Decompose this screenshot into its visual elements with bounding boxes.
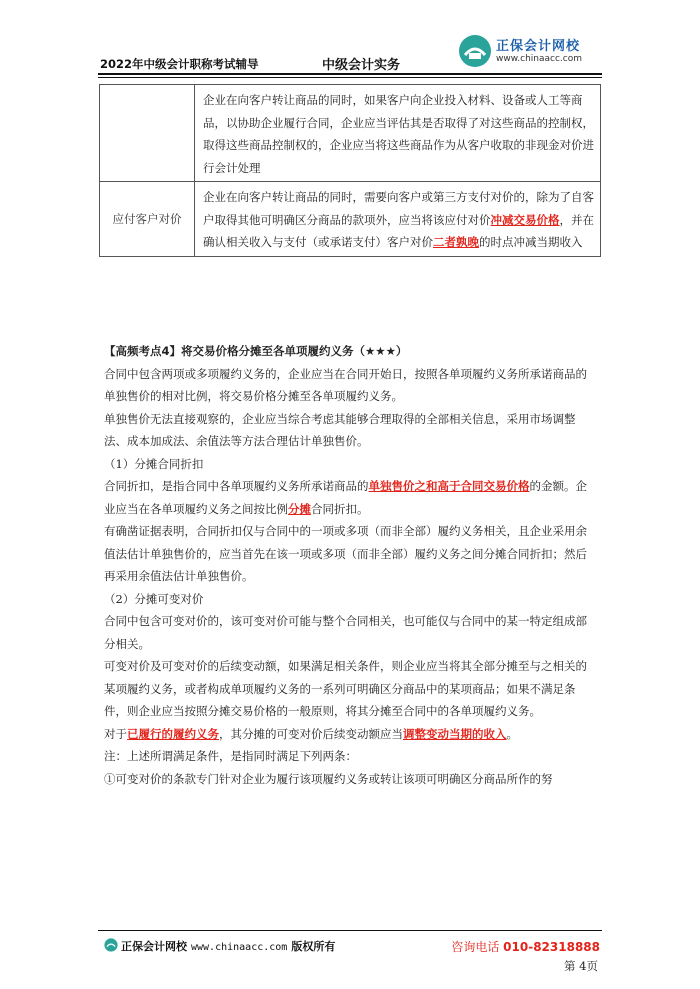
paragraph <box>104 475 598 520</box>
text-segment: 企业在向客户转让商品的同时，需要向客户或第三方支付对价的，除为了自客户取得其他可明确区分商品的款项外，应当将该应付对价 <box>203 190 594 227</box>
table-row-content <box>195 182 601 257</box>
header-rule-thin <box>98 77 602 78</box>
footer-site: www.chinaacc.com <box>191 942 288 953</box>
footer-rights: 版权所有 <box>291 940 336 953</box>
emphasis-text: 二者孰晚 <box>433 235 479 249</box>
paragraph: 注：上述所谓满足条件，是指同时满足下列两条： <box>104 749 357 763</box>
footer-rule <box>98 930 602 931</box>
paragraph: 单独售价无法直接观察的，企业应当综合考虑其能够合理取得的全部相关信息，采用市场调整法、成本加成法、余值法等方法合理估计单独售价。 <box>104 411 576 448</box>
subheading: （1）分摊合同折扣 <box>104 456 204 471</box>
logo-name: 正保会计网校 <box>496 39 581 54</box>
emphasis-text: 单独售价之和高于合同交易价格 <box>368 479 530 493</box>
footer-logo-icon <box>104 938 118 952</box>
emphasis-text: 冲减交易价格 <box>490 212 560 227</box>
table-row-label <box>100 85 195 182</box>
logo-icon <box>458 34 492 68</box>
text-segment: 的时点冲减当期收入 <box>479 235 583 249</box>
section-body <box>104 340 598 790</box>
text-segment: ，其分摊的可变对价后续变动额应当 <box>219 726 403 741</box>
text-segment: 合同折扣，是指合同中各单项履约义务所承诺商品的 <box>104 479 369 493</box>
text-segment: 的金额。企业应当在各单项履约义务之间按比例 <box>104 479 587 516</box>
paragraph: 合同中包含可变对价的，该可变对价可能与整个合同相关，也可能仅与合同中的某一特定组成部分相关。 <box>104 614 587 651</box>
paragraph: 有确凿证据表明，合同折扣仅与合同中的一项或多项（而非全部）履约义务相关，且企业采用余值法估计单独售价的，应当首先在该一项或多项（而非全部）履约义务之间分摊合同折扣；然后再采用余值法估计单独售价。 <box>104 524 587 583</box>
footer-phone <box>451 938 600 955</box>
subheading: （2）分摊可变对价 <box>104 591 204 606</box>
page-number: 第 4页 <box>564 959 598 973</box>
emphasis-text: 已履行的履约义务 <box>127 726 219 741</box>
paragraph: 合同中包含两项或多项履约义务的，企业应当在合同开始日，按照各单项履约义务所承诺商品的单独售价的相对比例，将交易价格分摊至各单项履约义务。 <box>104 366 587 403</box>
text-segment: 。 <box>506 726 518 741</box>
text-segment: 合同折扣。 <box>311 501 369 516</box>
header-exam-title: 2022年中级会计职称考试辅导 <box>100 57 259 71</box>
phone-number: 010-82318888 <box>503 940 600 954</box>
text-segment: ，并在确认相关收入与支付（或承诺支付）客户对价 <box>203 212 594 249</box>
logo-url: www.chinaacc.com <box>496 54 582 64</box>
text-segment: 对于 <box>104 726 127 741</box>
table-row <box>100 182 601 257</box>
header-subject-title: 中级会计实务 <box>322 58 401 73</box>
paragraph <box>104 723 598 746</box>
section-heading: 【高频考点4】将交易价格分摊至各单项履约义务（★★★） <box>104 344 408 358</box>
footer-logo-name: 正保会计网校 <box>121 940 187 953</box>
emphasis-text: 调整变动当期的收入 <box>403 726 507 741</box>
emphasis-text: 分摊 <box>288 501 311 516</box>
brand-logo <box>458 32 598 72</box>
phone-label: 咨询电话 <box>451 940 500 954</box>
table-row-label: 应付客户对价 <box>100 182 195 257</box>
paragraph: ①可变对价的条款专门针对企业为履行该项履约义务或转让该项可明确区分商品所作的努 <box>104 771 553 786</box>
paragraph: 可变对价及可变对价的后续变动额，如果满足相关条件，则企业应当将其全部分摊至与之相关的某项履约义务，或者构成单项履约义务的一系列可明确区分商品中的某项商品；如果不满足条件，则企业应当按照分摊交易价格的一般原则，将其分摊至合同中的各单项履约义务。 <box>104 659 587 718</box>
table-row <box>100 85 601 182</box>
table-row-content: 企业在向客户转让商品的同时，如果客户向企业投入材料、设备或人工等商品，以协助企业履行合同，企业应当评估其是否取得了对这些商品的控制权，取得这些商品控制权的，企业应当将这些商品作为从客户收取的非现金对价进行会计处理 <box>195 85 601 182</box>
header-rule <box>98 73 602 75</box>
rules-table <box>99 84 601 257</box>
footer-brand <box>104 938 335 954</box>
